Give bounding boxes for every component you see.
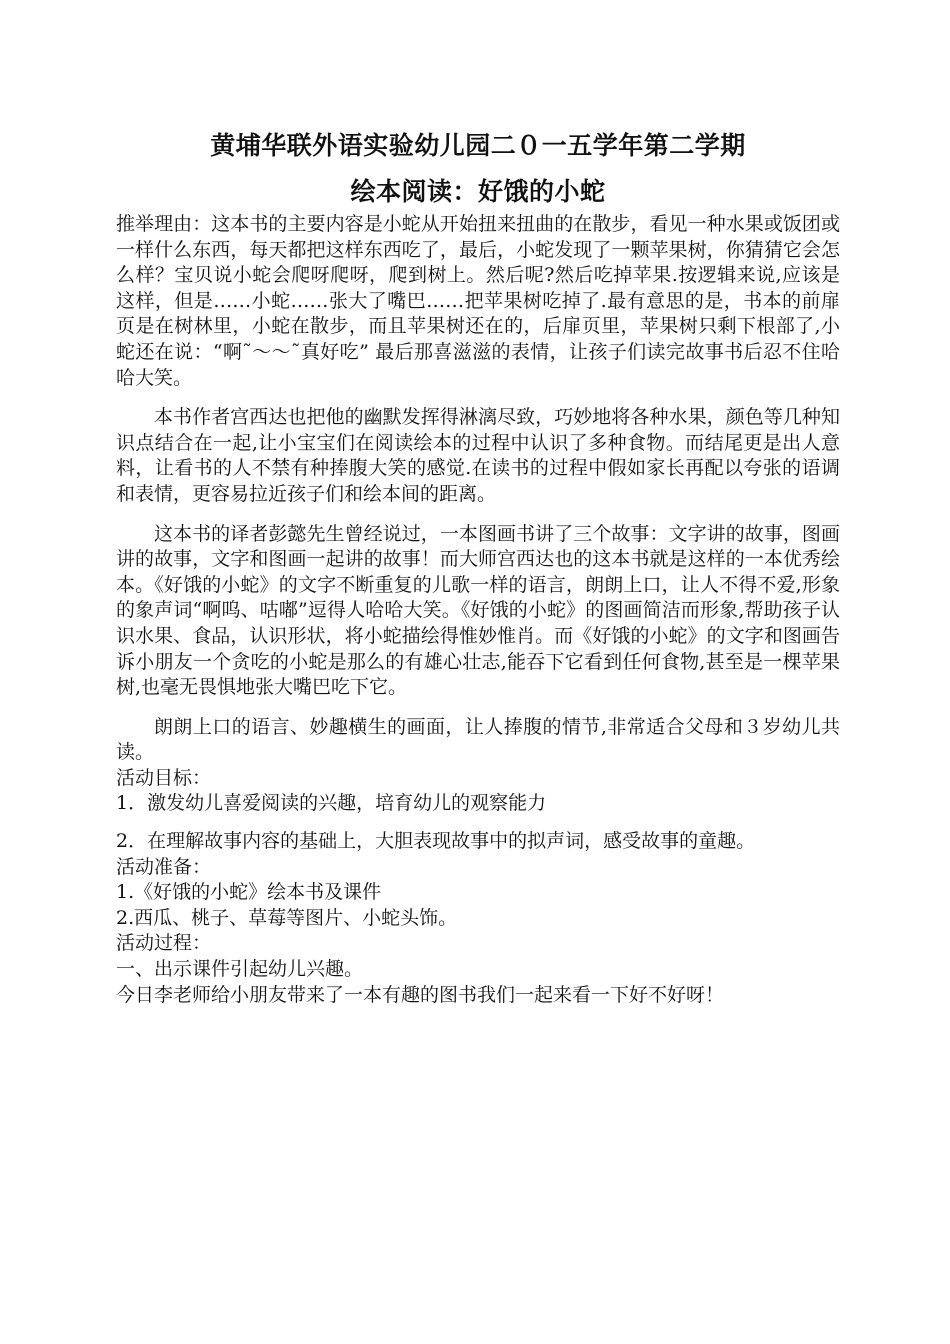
paragraph-author: 本书作者宫西达也把他的幽默发挥得淋漓尽致，巧妙地将各种水果，颜色等几种知识点结合在一起,让小宝宝们在阅读绘本的过程中认识了多种食物。而结尾更是出人意料，让看书的人不禁有种捧腹大笑的感觉.在读书的过程中假如家长再配以夸张的语调和表情，更容易拉近孩子们和绘本间的距离。: [116, 406, 840, 505]
prep-item-1: 1.《好饿的小蛇》绘本书及课件: [116, 881, 382, 904]
prep-item-2: 2.西瓜、桃子、草莓等图片、小蛇头饰。: [116, 906, 458, 929]
prep-heading: 活动准备：: [116, 855, 212, 878]
goal-item-2: 2．在理解故事内容的基础上，大胆表现故事中的拟声词，感受故事的童趣。: [116, 830, 756, 853]
document-subtitle: 绘本阅读：好饿的小蛇: [350, 177, 606, 206]
goals-heading: 活动目标：: [116, 766, 212, 789]
document-title: 黄埔华联外语实验幼儿园二０一五学年第二学期: [210, 131, 746, 160]
document-page: [116, 128, 840, 1008]
goal-item-1: 1．激发幼儿喜爱阅读的兴趣，培育幼儿的观察能力: [116, 792, 547, 815]
process-step-1: 一、出示课件引起幼儿兴趣。: [116, 958, 364, 981]
paragraph-summary: 朗朗上口的语言、妙趣横生的画面，让人捧腹的情节,非常适合父母和３岁幼儿共读。: [116, 715, 840, 764]
process-step-1-text: 今日李老师给小朋友带来了一本有趣的图书我们一起来看一下好不好呀！: [116, 983, 725, 1006]
paragraph-recommendation: 推举理由：这本书的主要内容是小蛇从开始扭来扭曲的在散步，看见一种水果或饭团或一样什么东西，每天都把这样东西吃了，最后，小蛇发现了一颗苹果树，你猜猜它会怎么样？宝贝说小蛇会爬呀爬呀，爬到树上。然后呢?然后吃掉苹果.按逻辑来说,应该是这样，但是……小蛇……张大了嘴巴……把苹果树吃掉了.最有意思的是，书本的前扉页是在树林里，小蛇在散步，而且苹果树还在的，后扉页里，苹果树只剩下根部了,小蛇还在说：“啊˜～～˜真好吃” 最后那喜滋滋的表情，让孩子们读完故事书后忍不住哈哈大笑。: [116, 213, 840, 389]
process-heading: 活动过程：: [116, 932, 212, 955]
paragraph-translator: 这本书的译者彭懿先生曾经说过，一本图画书讲了三个故事：文字讲的故事，图画讲的故事，文字和图画一起讲的故事！而大师宫西达也的这本书就是这样的一本优秀绘本。《好饿的小蛇》的文字不断重复的儿歌一样的语言，朗朗上口，让人不得不爱,形象的象声词“啊呜、咕嘟”逗得人哈哈大笑。《好饿的小蛇》的图画简洁而形象,帮助孩子认识水果、食品，认识形状，将小蛇描绘得惟妙惟肖。而《好饿的小蛇》的文字和图画告诉小朋友一个贪吃的小蛇是那么的有雄心壮志,能吞下它看到任何食物,甚至是一棵苹果树,也毫无畏惧地张大嘴巴吃下它。: [116, 522, 840, 699]
